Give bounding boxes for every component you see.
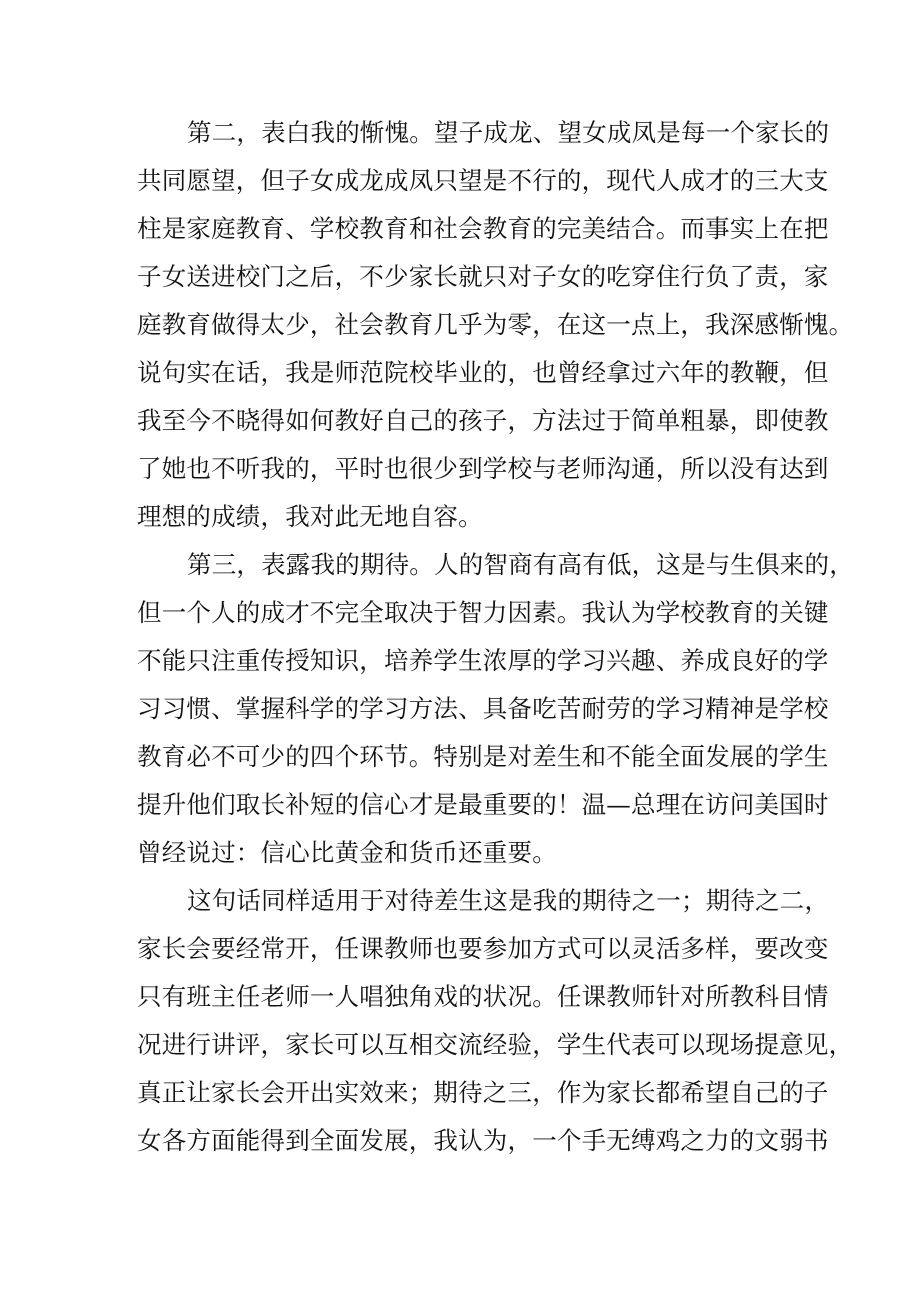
document-body xyxy=(137,109,854,1165)
paragraph xyxy=(137,541,854,877)
text-line: 理想的成绩，我对此无地自容。 xyxy=(137,502,483,531)
text-line: 女各方面能得到全面发展，我认为，一个手无缚鸡之力的文弱书 xyxy=(137,1126,829,1155)
text-line: 提升他们取长补短的信心才是最重要的！温—总理在访问美国时 xyxy=(137,790,829,819)
text-line: 只有班主任老师一人唱独角戏的状况。任课教师针对所教科目情 xyxy=(137,982,829,1011)
text-line: 我至今不晓得如何教好自己的孩子，方法过于简单粗暴，即使教 xyxy=(137,406,829,435)
text-line: 第三，表露我的期待。人的智商有高有低，这是与生俱来的， xyxy=(187,550,854,579)
text-line: 况进行讲评，家长可以互相交流经验，学生代表可以现场提意见， xyxy=(137,1030,854,1059)
text-line: 共同愿望，但子女成龙成凤只望是不行的，现代人成才的三大支 xyxy=(137,166,829,195)
text-line: 习习惯、掌握科学的学习方法、具备吃苦耐劳的学习精神是学校 xyxy=(137,694,829,723)
text-line: 家长会要经常开，任课教师也要参加方式可以灵活多样，要改变 xyxy=(137,934,829,963)
text-line: 说句实在话，我是师范院校毕业的，也曾经拿过六年的教鞭，但 xyxy=(137,358,829,387)
text-line: 教育必不可少的四个环节。特别是对差生和不能全面发展的学生 xyxy=(137,742,829,771)
paragraph xyxy=(137,109,854,541)
text-line: 第二，表白我的惭愧。望子成龙、望女成凤是每一个家长的 xyxy=(187,118,830,147)
text-line: 真正让家长会开出实效来；期待之三，作为家长都希望自己的子 xyxy=(137,1078,829,1107)
text-line: 了她也不听我的，平时也很少到学校与老师沟通，所以没有达到 xyxy=(137,454,829,483)
text-line: 不能只注重传授知识，培养学生浓厚的学习兴趣、养成良好的学 xyxy=(137,646,829,675)
text-line: 子女送进校门之后，不少家长就只对子女的吃穿住行负了责，家 xyxy=(137,262,829,291)
text-line: 曾经说过：信心比黄金和货币还重要。 xyxy=(137,838,557,867)
text-line: 柱是家庭教育、学校教育和社会教育的完美结合。而事实上在把 xyxy=(137,214,829,243)
text-line: 这句话同样适用于对待差生这是我的期待之一；期待之二， xyxy=(187,886,830,915)
paragraph xyxy=(137,877,854,1165)
text-line: 但一个人的成才不完全取决于智力因素。我认为学校教育的关键 xyxy=(137,598,829,627)
text-line: 庭教育做得太少，社会教育几乎为零，在这一点上，我深感惭愧。 xyxy=(137,310,854,339)
